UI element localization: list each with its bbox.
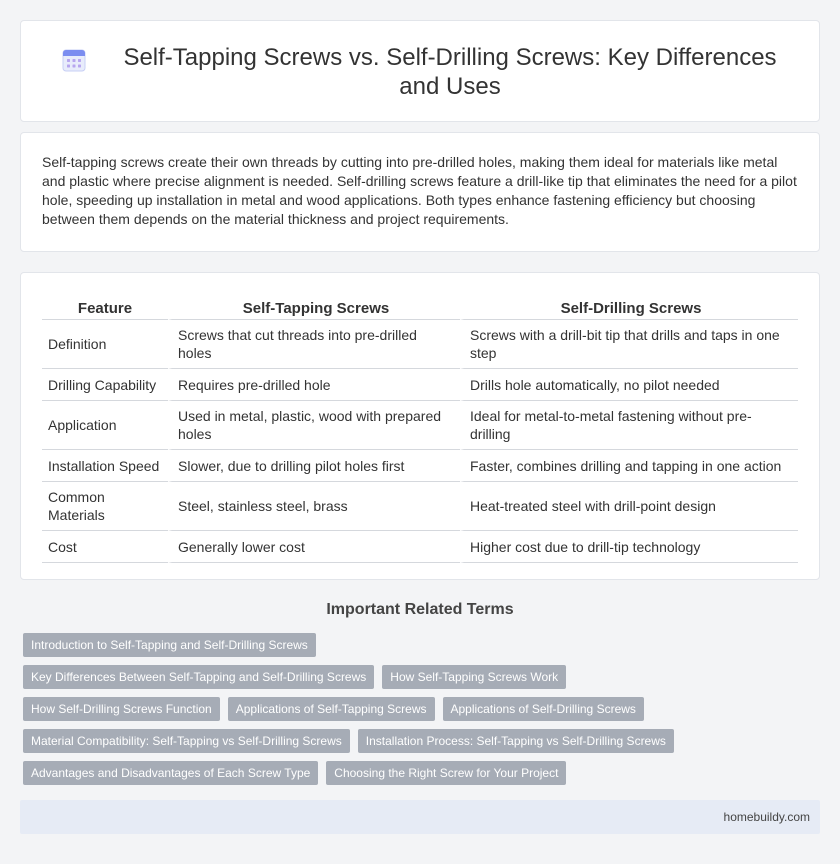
calendar-icon [61,47,87,73]
related-term-link[interactable]: Applications of Self-Tapping Screws [228,697,435,721]
table-cell: Slower, due to drilling pilot holes first [168,450,460,482]
comparison-table [42,297,798,563]
column-header-self-tapping: Self-Tapping Screws [168,297,460,320]
footer [20,800,820,834]
table-row [42,450,798,482]
table-row [42,320,798,369]
table-row [42,401,798,450]
table-cell: Application [42,401,168,450]
related-term-link[interactable]: How Self-Tapping Screws Work [382,665,566,689]
footer-site-name: homebuildy.com [723,810,810,824]
page-title: Self-Tapping Screws vs. Self-Drilling Screws: Key Differences and Uses [123,44,777,100]
related-term-link[interactable]: Installation Process: Self-Tapping vs Self-Drilling Screws [358,729,674,753]
related-term-link[interactable]: Material Compatibility: Self-Tapping vs Self-Drilling Screws [23,729,350,753]
table-cell: Heat-treated steel with drill-point design [460,482,798,531]
related-term-link[interactable]: Choosing the Right Screw for Your Project [326,761,566,785]
table-row [42,369,798,401]
column-header-self-drilling: Self-Drilling Screws [460,297,798,320]
related-term-link[interactable]: Key Differences Between Self-Tapping and Self-Drilling Screws [23,665,374,689]
intro-card [20,132,820,252]
table-cell: Used in metal, plastic, wood with prepared holes [168,401,460,450]
table-cell: Generally lower cost [168,531,460,563]
table-cell: Definition [42,320,168,369]
related-term-link[interactable]: Applications of Self-Drilling Screws [443,697,644,721]
table-cell: Faster, combines drilling and tapping in one action [460,450,798,482]
table-row [42,531,798,563]
table-cell: Screws with a drill-bit tip that drills and taps in one step [460,320,798,369]
table-cell: Ideal for metal-to-metal fastening without pre-drilling [460,401,798,450]
header-card [20,20,820,122]
related-terms-heading: Important Related Terms [326,601,514,618]
related-term-link[interactable]: Introduction to Self-Tapping and Self-Drilling Screws [23,633,316,657]
table-cell: Requires pre-drilled hole [168,369,460,401]
header [61,43,799,101]
table-cell: Steel, stainless steel, brass [168,482,460,531]
intro-paragraph: Self-tapping screws create their own threads by cutting into pre-drilled holes, making them ideal for materials like metal and plastic where precise alignment is needed. Self-drilling screws feature a drill-like tip that eliminates the need for a pilot hole, speeding up installation in metal and wood applications. Both types enhance fastening efficiency but choosing between them depends on the material thickness and project requirements. [42,154,797,227]
table-cell: Higher cost due to drill-tip technology [460,531,798,563]
table-cell: Common Materials [42,482,168,531]
related-terms-list [23,633,683,793]
table-cell: Drills hole automatically, no pilot needed [460,369,798,401]
table-cell: Drilling Capability [42,369,168,401]
comparison-card [20,272,820,580]
related-term-link[interactable]: How Self-Drilling Screws Function [23,697,220,721]
related-term-link[interactable]: Advantages and Disadvantages of Each Screw Type [23,761,318,785]
table-cell: Screws that cut threads into pre-drilled holes [168,320,460,369]
table-cell: Installation Speed [42,450,168,482]
table-header-row [42,297,798,320]
table-row [42,482,798,531]
table-cell: Cost [42,531,168,563]
column-header-feature: Feature [42,297,168,320]
